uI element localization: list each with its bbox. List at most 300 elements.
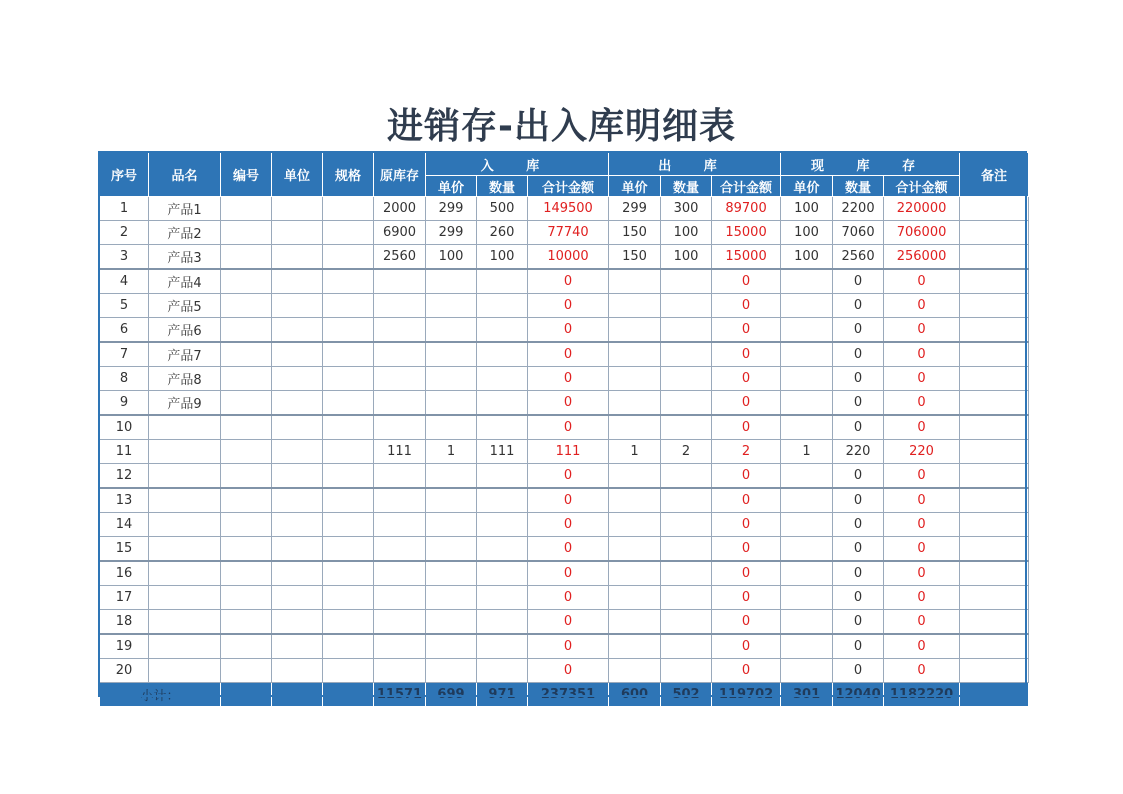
cell-out-price xyxy=(609,513,661,537)
table-row xyxy=(100,415,1029,440)
cell-name xyxy=(149,586,221,610)
cell-unit xyxy=(272,367,323,391)
subtotal-remark-cell xyxy=(960,683,1029,707)
cell-in-amount: 0 xyxy=(528,342,609,367)
cell-stock-price: 100 xyxy=(781,245,833,270)
cell-in-price xyxy=(426,415,477,440)
subtotal-in-amount: 237351 xyxy=(528,683,609,707)
cell-in-qty: 500 xyxy=(477,197,528,221)
cell-spec xyxy=(323,586,374,610)
cell-in-amount: 0 xyxy=(528,415,609,440)
cell-opening: 2000 xyxy=(374,197,426,221)
table-header xyxy=(100,153,1029,197)
cell-unit xyxy=(272,269,323,294)
cell-stock-amount: 0 xyxy=(884,513,960,537)
cell-stock-amount: 0 xyxy=(884,294,960,318)
cell-seq: 17 xyxy=(100,586,149,610)
cell-in-amount: 0 xyxy=(528,610,609,635)
cell-in-amount: 0 xyxy=(528,391,609,416)
cell-out-qty xyxy=(661,610,712,635)
cell-name: 产品7 xyxy=(149,342,221,367)
cell-out-amount: 0 xyxy=(712,488,781,513)
subtotal-row xyxy=(100,683,1029,707)
cell-out-price xyxy=(609,610,661,635)
cell-in-price xyxy=(426,634,477,659)
cell-out-amount: 0 xyxy=(712,367,781,391)
cell-stock-qty: 2560 xyxy=(833,245,884,270)
cell-out-qty xyxy=(661,342,712,367)
cell-unit xyxy=(272,659,323,683)
cell-code xyxy=(221,634,272,659)
cell-spec xyxy=(323,561,374,586)
cell-seq: 13 xyxy=(100,488,149,513)
cell-stock-qty: 0 xyxy=(833,342,884,367)
cell-stock-amount: 706000 xyxy=(884,221,960,245)
cell-in-price xyxy=(426,342,477,367)
cell-stock-amount: 0 xyxy=(884,561,960,586)
subtotal-opening: 11571 xyxy=(374,683,426,707)
cell-out-price xyxy=(609,537,661,562)
cell-code xyxy=(221,245,272,270)
cell-stock-price xyxy=(781,342,833,367)
table-row xyxy=(100,659,1029,683)
cell-unit xyxy=(272,197,323,221)
table-row xyxy=(100,440,1029,464)
header-in-group: 入 库 xyxy=(426,153,609,176)
cell-in-price xyxy=(426,537,477,562)
cell-name: 产品3 xyxy=(149,245,221,270)
cell-name xyxy=(149,537,221,562)
cell-code xyxy=(221,488,272,513)
header-out-price: 单价 xyxy=(609,176,661,197)
cell-in-price xyxy=(426,610,477,635)
cell-out-price xyxy=(609,561,661,586)
cell-stock-qty: 0 xyxy=(833,391,884,416)
cell-spec xyxy=(323,294,374,318)
header-in-price: 单价 xyxy=(426,176,477,197)
cell-out-qty xyxy=(661,318,712,343)
cell-opening xyxy=(374,659,426,683)
cell-in-qty xyxy=(477,561,528,586)
cell-unit xyxy=(272,391,323,416)
cell-in-price xyxy=(426,464,477,489)
cell-stock-amount: 0 xyxy=(884,367,960,391)
cell-opening xyxy=(374,342,426,367)
cell-code xyxy=(221,610,272,635)
cell-stock-amount: 0 xyxy=(884,318,960,343)
cell-code xyxy=(221,464,272,489)
cell-name: 产品9 xyxy=(149,391,221,416)
cell-code xyxy=(221,513,272,537)
subtotal-code-cell xyxy=(221,683,272,707)
cell-spec xyxy=(323,342,374,367)
cell-unit xyxy=(272,245,323,270)
header-seq: 序号 xyxy=(100,153,149,197)
cell-opening xyxy=(374,464,426,489)
table-row xyxy=(100,513,1029,537)
cell-stock-qty: 0 xyxy=(833,488,884,513)
cell-out-qty xyxy=(661,367,712,391)
cell-code xyxy=(221,197,272,221)
cell-in-amount: 0 xyxy=(528,294,609,318)
cell-stock-price xyxy=(781,634,833,659)
cell-stock-price xyxy=(781,318,833,343)
cell-stock-amount: 0 xyxy=(884,464,960,489)
cell-name xyxy=(149,610,221,635)
cell-in-price xyxy=(426,488,477,513)
cell-in-qty xyxy=(477,659,528,683)
cell-seq: 9 xyxy=(100,391,149,416)
cell-in-price: 1 xyxy=(426,440,477,464)
cell-out-price: 150 xyxy=(609,221,661,245)
cell-remark xyxy=(960,634,1029,659)
cell-out-amount: 0 xyxy=(712,586,781,610)
cell-out-qty xyxy=(661,391,712,416)
header-name: 品名 xyxy=(149,153,221,197)
table-row xyxy=(100,586,1029,610)
cell-in-price xyxy=(426,561,477,586)
cell-out-amount: 15000 xyxy=(712,245,781,270)
cell-spec xyxy=(323,415,374,440)
cell-seq: 5 xyxy=(100,294,149,318)
cell-out-amount: 0 xyxy=(712,269,781,294)
cell-in-qty: 111 xyxy=(477,440,528,464)
cell-remark xyxy=(960,440,1029,464)
cell-seq: 10 xyxy=(100,415,149,440)
table-row xyxy=(100,269,1029,294)
table-row xyxy=(100,294,1029,318)
cell-remark xyxy=(960,513,1029,537)
cell-name: 产品6 xyxy=(149,318,221,343)
cell-spec xyxy=(323,610,374,635)
header-out-qty: 数量 xyxy=(661,176,712,197)
cell-seq: 18 xyxy=(100,610,149,635)
cell-code xyxy=(221,561,272,586)
cell-name xyxy=(149,561,221,586)
cell-code xyxy=(221,269,272,294)
table-row xyxy=(100,634,1029,659)
cell-in-amount: 0 xyxy=(528,513,609,537)
cell-in-price xyxy=(426,367,477,391)
cell-remark xyxy=(960,318,1029,343)
inventory-table xyxy=(99,152,1029,707)
table-row xyxy=(100,318,1029,343)
cell-out-price xyxy=(609,464,661,489)
cell-name: 产品2 xyxy=(149,221,221,245)
cell-name: 产品8 xyxy=(149,367,221,391)
cell-spec xyxy=(323,245,374,270)
cell-stock-price xyxy=(781,391,833,416)
cell-code xyxy=(221,367,272,391)
cell-opening: 6900 xyxy=(374,221,426,245)
cell-out-qty: 2 xyxy=(661,440,712,464)
cell-spec xyxy=(323,537,374,562)
cell-remark xyxy=(960,464,1029,489)
cell-in-amount: 0 xyxy=(528,269,609,294)
cell-stock-amount: 0 xyxy=(884,342,960,367)
cell-in-qty xyxy=(477,537,528,562)
cell-stock-amount: 0 xyxy=(884,391,960,416)
cell-in-amount: 0 xyxy=(528,318,609,343)
cell-out-amount: 0 xyxy=(712,659,781,683)
cell-stock-price xyxy=(781,561,833,586)
cell-out-price: 299 xyxy=(609,197,661,221)
cell-in-price xyxy=(426,513,477,537)
cell-out-amount: 15000 xyxy=(712,221,781,245)
cell-in-price xyxy=(426,586,477,610)
cell-out-amount: 2 xyxy=(712,440,781,464)
cell-out-qty xyxy=(661,464,712,489)
cell-in-price xyxy=(426,391,477,416)
cell-out-qty: 100 xyxy=(661,245,712,270)
cell-stock-qty: 0 xyxy=(833,415,884,440)
cell-opening: 111 xyxy=(374,440,426,464)
cell-spec xyxy=(323,318,374,343)
cell-stock-price: 100 xyxy=(781,221,833,245)
cell-stock-price xyxy=(781,610,833,635)
cell-opening xyxy=(374,610,426,635)
cell-out-price xyxy=(609,488,661,513)
table-row xyxy=(100,488,1029,513)
cell-remark xyxy=(960,537,1029,562)
cell-out-amount: 0 xyxy=(712,634,781,659)
header-stock-amount: 合计金额 xyxy=(884,176,960,197)
cell-spec xyxy=(323,488,374,513)
cell-out-price: 150 xyxy=(609,245,661,270)
cell-opening xyxy=(374,269,426,294)
cell-seq: 11 xyxy=(100,440,149,464)
cell-remark xyxy=(960,415,1029,440)
page-title: 进销存-出入库明细表 xyxy=(387,106,736,147)
cell-in-qty xyxy=(477,634,528,659)
cell-unit xyxy=(272,537,323,562)
cell-remark xyxy=(960,221,1029,245)
cell-seq: 12 xyxy=(100,464,149,489)
cell-out-amount: 0 xyxy=(712,415,781,440)
cell-out-price xyxy=(609,269,661,294)
header-opening: 原库存 xyxy=(374,153,426,197)
header-in-amount: 合计金额 xyxy=(528,176,609,197)
cell-unit xyxy=(272,610,323,635)
cell-stock-amount: 0 xyxy=(884,659,960,683)
cell-name: 产品4 xyxy=(149,269,221,294)
cell-name xyxy=(149,513,221,537)
cell-stock-qty: 0 xyxy=(833,294,884,318)
cell-in-price: 100 xyxy=(426,245,477,270)
cell-out-price xyxy=(609,659,661,683)
cell-spec xyxy=(323,269,374,294)
cell-out-amount: 0 xyxy=(712,391,781,416)
cell-out-amount: 89700 xyxy=(712,197,781,221)
cell-stock-price xyxy=(781,415,833,440)
cell-in-amount: 111 xyxy=(528,440,609,464)
cell-in-amount: 0 xyxy=(528,634,609,659)
cell-in-amount: 0 xyxy=(528,488,609,513)
cell-name xyxy=(149,488,221,513)
cell-stock-qty: 0 xyxy=(833,561,884,586)
cell-stock-amount: 0 xyxy=(884,415,960,440)
cell-stock-qty: 0 xyxy=(833,634,884,659)
cell-out-amount: 0 xyxy=(712,610,781,635)
cell-stock-amount: 0 xyxy=(884,488,960,513)
cell-remark xyxy=(960,610,1029,635)
cell-in-qty: 100 xyxy=(477,245,528,270)
cell-seq: 19 xyxy=(100,634,149,659)
cell-out-price xyxy=(609,318,661,343)
cell-opening xyxy=(374,561,426,586)
cell-out-qty xyxy=(661,415,712,440)
cell-in-amount: 10000 xyxy=(528,245,609,270)
cell-stock-qty: 2200 xyxy=(833,197,884,221)
cell-in-amount: 0 xyxy=(528,561,609,586)
cell-stock-qty: 0 xyxy=(833,513,884,537)
cell-unit xyxy=(272,342,323,367)
cell-opening xyxy=(374,367,426,391)
cell-unit xyxy=(272,561,323,586)
cell-code xyxy=(221,294,272,318)
cell-opening xyxy=(374,586,426,610)
table-row xyxy=(100,391,1029,416)
cell-in-qty xyxy=(477,610,528,635)
table-row xyxy=(100,221,1029,245)
table-body xyxy=(100,197,1029,683)
cell-spec xyxy=(323,634,374,659)
cell-out-amount: 0 xyxy=(712,464,781,489)
cell-code xyxy=(221,342,272,367)
cell-in-qty xyxy=(477,464,528,489)
cell-in-amount: 0 xyxy=(528,367,609,391)
subtotal-stock-price: 301 xyxy=(781,683,833,707)
cell-unit xyxy=(272,440,323,464)
cell-stock-qty: 0 xyxy=(833,367,884,391)
header-stock-qty: 数量 xyxy=(833,176,884,197)
cell-remark xyxy=(960,391,1029,416)
cell-seq: 7 xyxy=(100,342,149,367)
table-row xyxy=(100,342,1029,367)
table-row xyxy=(100,367,1029,391)
cell-code xyxy=(221,586,272,610)
cell-opening xyxy=(374,391,426,416)
cell-stock-amount: 0 xyxy=(884,586,960,610)
cell-name: 产品5 xyxy=(149,294,221,318)
cell-name xyxy=(149,464,221,489)
cell-out-qty: 100 xyxy=(661,221,712,245)
cell-code xyxy=(221,537,272,562)
cell-unit xyxy=(272,318,323,343)
cell-out-price xyxy=(609,586,661,610)
cell-stock-price: 100 xyxy=(781,197,833,221)
cell-stock-price: 1 xyxy=(781,440,833,464)
cell-out-price xyxy=(609,634,661,659)
cell-out-amount: 0 xyxy=(712,294,781,318)
cell-in-price xyxy=(426,269,477,294)
header-in-qty: 数量 xyxy=(477,176,528,197)
cell-unit xyxy=(272,415,323,440)
cell-out-qty xyxy=(661,294,712,318)
cell-remark xyxy=(960,197,1029,221)
subtotal-out-qty: 502 xyxy=(661,683,712,707)
cell-remark xyxy=(960,561,1029,586)
cell-stock-amount: 220 xyxy=(884,440,960,464)
cell-remark xyxy=(960,488,1029,513)
cell-opening xyxy=(374,415,426,440)
cell-spec xyxy=(323,221,374,245)
cell-spec xyxy=(323,513,374,537)
cell-spec xyxy=(323,659,374,683)
cell-stock-qty: 0 xyxy=(833,318,884,343)
cell-stock-price xyxy=(781,464,833,489)
table-row xyxy=(100,561,1029,586)
table-row xyxy=(100,464,1029,489)
cell-stock-price xyxy=(781,488,833,513)
cell-out-amount: 0 xyxy=(712,561,781,586)
cell-name xyxy=(149,634,221,659)
cell-stock-amount: 0 xyxy=(884,537,960,562)
cell-out-qty: 300 xyxy=(661,197,712,221)
cell-stock-amount: 256000 xyxy=(884,245,960,270)
cell-stock-qty: 0 xyxy=(833,610,884,635)
cell-seq: 1 xyxy=(100,197,149,221)
cell-unit xyxy=(272,488,323,513)
cell-in-qty xyxy=(477,269,528,294)
subtotal-unit-cell xyxy=(272,683,323,707)
cell-remark xyxy=(960,659,1029,683)
cell-in-qty: 260 xyxy=(477,221,528,245)
cell-stock-price xyxy=(781,586,833,610)
cell-remark xyxy=(960,586,1029,610)
cell-seq: 20 xyxy=(100,659,149,683)
table-row xyxy=(100,197,1029,221)
header-unit: 单位 xyxy=(272,153,323,197)
subtotal-in-price: 699 xyxy=(426,683,477,707)
cell-opening xyxy=(374,634,426,659)
cell-in-qty xyxy=(477,586,528,610)
cell-remark xyxy=(960,342,1029,367)
cell-in-amount: 0 xyxy=(528,659,609,683)
cell-remark xyxy=(960,269,1029,294)
cell-out-qty xyxy=(661,488,712,513)
cell-in-price xyxy=(426,659,477,683)
table-row xyxy=(100,537,1029,562)
cell-out-price xyxy=(609,415,661,440)
cell-opening xyxy=(374,318,426,343)
cell-code xyxy=(221,318,272,343)
cell-code xyxy=(221,415,272,440)
subtotal-in-qty: 971 xyxy=(477,683,528,707)
cell-stock-amount: 0 xyxy=(884,269,960,294)
cell-stock-qty: 0 xyxy=(833,464,884,489)
cell-in-amount: 0 xyxy=(528,537,609,562)
cell-in-qty xyxy=(477,367,528,391)
cell-remark xyxy=(960,294,1029,318)
cell-stock-amount: 0 xyxy=(884,634,960,659)
cell-in-price: 299 xyxy=(426,197,477,221)
cell-stock-qty: 0 xyxy=(833,659,884,683)
cell-stock-qty: 0 xyxy=(833,269,884,294)
cell-in-price xyxy=(426,318,477,343)
cell-seq: 15 xyxy=(100,537,149,562)
cell-unit xyxy=(272,464,323,489)
cell-out-price xyxy=(609,367,661,391)
cell-opening xyxy=(374,513,426,537)
cell-stock-qty: 7060 xyxy=(833,221,884,245)
cell-stock-price xyxy=(781,367,833,391)
cell-code xyxy=(221,221,272,245)
cell-out-amount: 0 xyxy=(712,318,781,343)
cell-out-qty xyxy=(661,586,712,610)
cell-out-qty xyxy=(661,659,712,683)
cell-out-qty xyxy=(661,634,712,659)
